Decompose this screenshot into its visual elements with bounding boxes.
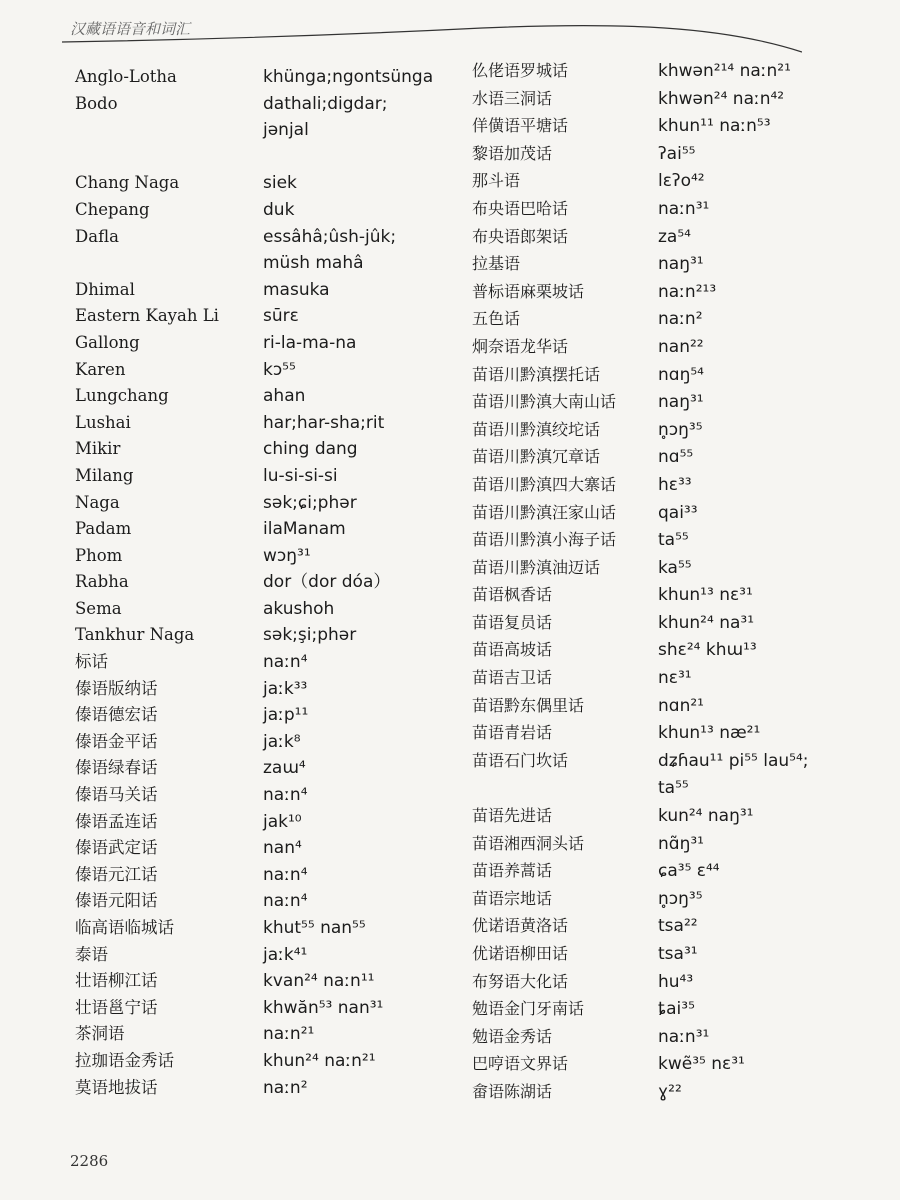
language-name: Lushai (75, 412, 131, 432)
language-name: Rabha (75, 572, 129, 592)
word-form: kwẽ³⁵ nɛ³¹ (658, 1054, 745, 1075)
word-form: nɑ⁵⁵ (658, 447, 694, 468)
entry-row (472, 969, 872, 997)
language-name: 布央语郎架话 (472, 226, 569, 246)
word-form: tsa³¹ (658, 944, 698, 964)
word-form: naːn⁴ (263, 785, 308, 806)
word-form: dathali;digdar; (263, 93, 388, 114)
word-form: nɑ̃ŋ³¹ (658, 833, 704, 854)
word-form: ȶai³⁵ (658, 999, 695, 1020)
entry-row (75, 596, 455, 623)
language-name: Tankhur Naga (75, 625, 195, 645)
entry-row (472, 1024, 872, 1052)
language-name: Mikir (75, 439, 121, 459)
word-form: kɔ⁵⁵ (263, 359, 296, 380)
word-form: akushoh (263, 598, 335, 619)
language-name: 苗语石门坎话 (472, 750, 569, 770)
word-form: zaɯ⁴ (263, 758, 306, 779)
word-form: lɛʔo⁴² (658, 171, 705, 192)
language-name: 标话 (75, 652, 108, 672)
word-form: dor（dor dóa） (263, 572, 391, 593)
entry-row (75, 569, 455, 596)
word-form: ɕa³⁵ ɛ⁴⁴ (658, 861, 720, 882)
word-form: ʔai⁵⁵ (658, 143, 696, 164)
entry-row (75, 144, 455, 171)
word-form: naːn² (263, 1077, 308, 1098)
entry-row (75, 303, 455, 330)
word-form: nɑn²¹ (658, 695, 704, 716)
language-name: Dafla (75, 226, 119, 246)
entry-row (472, 251, 872, 279)
word-form: masuka (263, 279, 330, 300)
word-form: hɛ³³ (658, 474, 692, 495)
entry-row (472, 858, 872, 886)
page-number: 2286 (70, 1152, 109, 1170)
entry-row (472, 417, 872, 445)
entry-row (472, 831, 872, 859)
word-form: kvan²⁴ naːn¹¹ (263, 971, 375, 992)
word-form: naŋ³¹ (658, 392, 704, 413)
language-name: Chang Naga (75, 173, 180, 193)
entry-row (75, 410, 455, 437)
language-name: 拉基语 (472, 254, 521, 274)
language-name: 那斗语 (472, 171, 521, 191)
language-name: 傣语孟连话 (75, 811, 158, 831)
language-name: 傣语版纳话 (75, 678, 158, 698)
word-form: khun¹¹ naːn⁵³ (658, 116, 771, 137)
entry-row (472, 775, 872, 803)
word-form: khun¹³ nɛ³¹ (658, 585, 753, 606)
entry-row (75, 490, 455, 517)
entry-row (75, 755, 455, 782)
word-form: ahan (263, 386, 306, 407)
word-form: n̥ɔŋ³⁵ (658, 419, 703, 440)
entry-row (75, 968, 455, 995)
word-form: jənjal (263, 120, 309, 141)
entry-row (472, 555, 872, 583)
entry-row (75, 91, 455, 118)
language-name: 傣语绿春话 (75, 758, 158, 778)
word-form: naːn⁴ (263, 891, 308, 912)
word-form: hu⁴³ (658, 971, 694, 992)
word-form: sək;şi;phər (263, 625, 357, 646)
language-name: 傣语元阳话 (75, 891, 158, 911)
word-form: khwən²¹⁴ naːn²¹ (658, 61, 791, 81)
language-name: 苗语养蒿话 (472, 861, 553, 881)
entry-row (75, 330, 455, 357)
word-form: qai³³ (658, 502, 698, 523)
entry-row (472, 279, 872, 307)
language-name: 普标语麻栗坡话 (472, 281, 585, 301)
entry-row (75, 809, 455, 836)
language-name: 佯僙语平塘话 (472, 116, 569, 136)
language-name: Karen (75, 359, 126, 379)
word-form: nɑŋ⁵⁴ (658, 364, 704, 385)
entry-row (75, 117, 455, 144)
word-form: khwən²⁴ naːn⁴² (658, 88, 785, 109)
word-form: khwăn⁵³ nan³¹ (263, 997, 384, 1018)
language-name: 苗语黔东偶里话 (472, 695, 585, 715)
word-form: khun¹³ næ²¹ (658, 723, 761, 744)
entry-row (75, 64, 455, 91)
word-form: dʑɦau¹¹ pi⁵⁵ lau⁵⁴; (658, 750, 809, 771)
entry-row (75, 1021, 455, 1048)
entry-row (472, 693, 872, 721)
word-form: jaːk³³ (263, 678, 308, 699)
language-name: Gallong (75, 332, 140, 352)
entry-row (472, 306, 872, 334)
language-name: Phom (75, 545, 123, 565)
entry-row (472, 141, 872, 169)
language-name: Bodo (75, 93, 118, 113)
word-form: naːn³¹ (658, 198, 710, 219)
word-form: nan²² (658, 336, 704, 357)
word-form: naːn² (658, 309, 703, 330)
language-name: Eastern Kayah Li (75, 306, 219, 326)
word-form: khünga;ngontsünga (263, 67, 434, 87)
word-form: naːn²¹³ (658, 281, 717, 302)
entry-row (472, 472, 872, 500)
entry-row (75, 1048, 455, 1075)
right-column (472, 58, 872, 1107)
word-form: siek (263, 173, 297, 194)
language-name: 畲语陈湖话 (472, 1081, 553, 1101)
language-name: 壮语柳江话 (75, 971, 158, 991)
language-name: Lungchang (75, 386, 169, 406)
word-form: jaːp¹¹ (263, 705, 309, 726)
language-name: 苗语枫香话 (472, 585, 553, 605)
language-name: 黎语加茂话 (472, 143, 553, 163)
word-form: kun²⁴ naŋ³¹ (658, 806, 754, 827)
word-form: ta⁵⁵ (658, 530, 689, 551)
word-form: ɣ²² (658, 1081, 682, 1102)
word-form: nɛ³¹ (658, 668, 692, 689)
language-name: Dhimal (75, 279, 135, 299)
word-form: jak¹⁰ (263, 811, 302, 832)
entry-row (75, 622, 455, 649)
word-form: khun²⁴ na³¹ (658, 612, 755, 633)
entry-row (75, 888, 455, 915)
word-form: ri-la-ma-na (263, 332, 357, 353)
word-form: jaːk⁸ (263, 731, 301, 752)
entry-row (472, 168, 872, 196)
entry-row (472, 389, 872, 417)
word-form: sūrɛ (263, 306, 299, 327)
word-form: har;har-sha;rit (263, 412, 385, 433)
entry-row (472, 444, 872, 472)
entry-row (75, 277, 455, 304)
word-form: n̥ɔŋ³⁵ (658, 888, 703, 909)
language-name: 苗语宗地话 (472, 888, 553, 908)
entry-row (472, 500, 872, 528)
entry-row (472, 637, 872, 665)
entry-row (75, 170, 455, 197)
language-name: 苗语川黔滇四大寨话 (472, 474, 617, 494)
word-form: ilaManam (263, 519, 346, 540)
entry-row (472, 996, 872, 1024)
language-name: 苗语高坡话 (472, 640, 553, 660)
language-name: 苗语川黔滇摆托话 (472, 364, 601, 384)
entry-row (75, 835, 455, 862)
language-name: 苗语复员话 (472, 612, 553, 632)
word-form: ka⁵⁵ (658, 557, 692, 578)
word-form: naːn³¹ (658, 1026, 710, 1047)
entry-row (75, 942, 455, 969)
language-name: 优诺语柳田话 (472, 944, 569, 963)
entry-row (75, 995, 455, 1022)
language-name: 苗语先进话 (472, 806, 553, 826)
language-name: 茶洞语 (75, 1024, 125, 1044)
word-form: duk (263, 199, 295, 220)
word-form: naːn⁴ (263, 652, 308, 673)
language-name: 拉珈语金秀话 (75, 1050, 174, 1070)
language-name: 壮语邕宁话 (75, 997, 158, 1017)
entry-row (75, 250, 455, 277)
word-form: jaːk⁴¹ (263, 944, 308, 965)
language-name: 苗语川黔滇绞坨话 (472, 419, 601, 439)
language-name: 傣语马关话 (75, 785, 158, 805)
entry-row (75, 383, 455, 410)
word-form: sək;ɕi;phər (263, 492, 357, 513)
language-name: 傣语德宏话 (75, 705, 158, 725)
language-name: Milang (75, 465, 134, 485)
entry-row (75, 676, 455, 703)
entry-row (75, 197, 455, 224)
entry-row (472, 748, 872, 776)
word-form: naŋ³¹ (658, 254, 704, 275)
language-name: 布央语巴哈话 (472, 198, 569, 218)
language-name: 仫佬语罗城话 (472, 61, 569, 80)
language-name: 优诺语黄洛话 (472, 916, 569, 936)
language-name: 巴哼语文界话 (472, 1054, 569, 1074)
word-form: ta⁵⁵ (658, 778, 689, 799)
entry-row (472, 86, 872, 114)
word-form: tsa²² (658, 916, 698, 937)
entry-row (472, 1079, 872, 1107)
language-name: 勉语金门牙南话 (472, 999, 585, 1019)
word-form: ching dang (263, 439, 358, 460)
word-form: essâhâ;ûsh-jûk; (263, 226, 397, 247)
word-form: shɛ²⁴ khɯ¹³ (658, 640, 757, 661)
entry-row (472, 362, 872, 390)
entry-row (472, 886, 872, 914)
language-name: Padam (75, 519, 132, 539)
word-form: naːn²¹ (263, 1024, 315, 1045)
entry-row (75, 543, 455, 570)
language-name: 苗语川黔滇小海子话 (472, 530, 617, 550)
language-name: 苗语青岩话 (472, 723, 553, 743)
language-name: Chepang (75, 199, 150, 219)
entry-row (75, 649, 455, 676)
entry-row (75, 224, 455, 251)
entry-row (75, 729, 455, 756)
entry-row (75, 915, 455, 942)
entry-row (472, 334, 872, 362)
language-name: 傣语元江话 (75, 864, 158, 884)
entry-row (472, 527, 872, 555)
language-name: 莫语地拔话 (75, 1077, 158, 1097)
language-name: 苗语湘西洞头话 (472, 833, 585, 853)
entry-row (472, 913, 872, 941)
entry-row (75, 463, 455, 490)
entry-row (472, 941, 872, 969)
language-name: Naga (75, 492, 120, 512)
word-form: nan⁴ (263, 838, 302, 859)
word-form: müsh mahâ (263, 253, 364, 274)
word-form: khut⁵⁵ nan⁵⁵ (263, 918, 366, 938)
language-name: Anglo-Lotha (75, 67, 177, 86)
language-name: 勉语金秀话 (472, 1026, 553, 1046)
entry-row (472, 720, 872, 748)
language-name: 水语三洞话 (472, 88, 553, 108)
entry-row (472, 196, 872, 224)
language-name: 苗语吉卫话 (472, 668, 553, 688)
entry-row (75, 436, 455, 463)
entry-row (472, 803, 872, 831)
running-header: 汉藏语语音和词汇 (70, 20, 191, 38)
word-form: wɔŋ³¹ (263, 545, 311, 566)
language-name: 苗语川黔滇冗章话 (472, 447, 601, 467)
entry-row (472, 224, 872, 252)
language-name: 布努语大化话 (472, 971, 569, 991)
language-name: 苗语川黔滇汪家山话 (472, 502, 617, 522)
entry-row (75, 702, 455, 729)
entry-row (472, 610, 872, 638)
left-column (75, 64, 455, 1101)
word-form: lu-si-si-si (263, 465, 338, 486)
entry-row (75, 516, 455, 543)
entry-row (75, 862, 455, 889)
language-name: 苗语川黔滇大南山话 (472, 392, 617, 412)
entry-row (472, 665, 872, 693)
language-name: 苗语川黔滇油迈话 (472, 557, 601, 577)
language-name: Sema (75, 598, 122, 618)
entry-row (75, 1075, 455, 1102)
language-name: 泰语 (75, 944, 108, 964)
language-name: 临高语临城话 (75, 918, 174, 937)
language-name: 傣语武定话 (75, 838, 158, 858)
word-form: naːn⁴ (263, 864, 308, 885)
language-name: 傣语金平话 (75, 731, 158, 751)
entry-row (472, 1051, 872, 1079)
entry-row (472, 113, 872, 141)
language-name: 五色话 (472, 309, 521, 329)
entry-row (75, 357, 455, 384)
word-form: za⁵⁴ (658, 226, 691, 247)
word-form: khun²⁴ naːn²¹ (263, 1050, 376, 1071)
entry-row (472, 58, 872, 86)
language-name: 炯奈语龙华话 (472, 336, 569, 356)
entry-row (472, 582, 872, 610)
entry-row (75, 782, 455, 809)
